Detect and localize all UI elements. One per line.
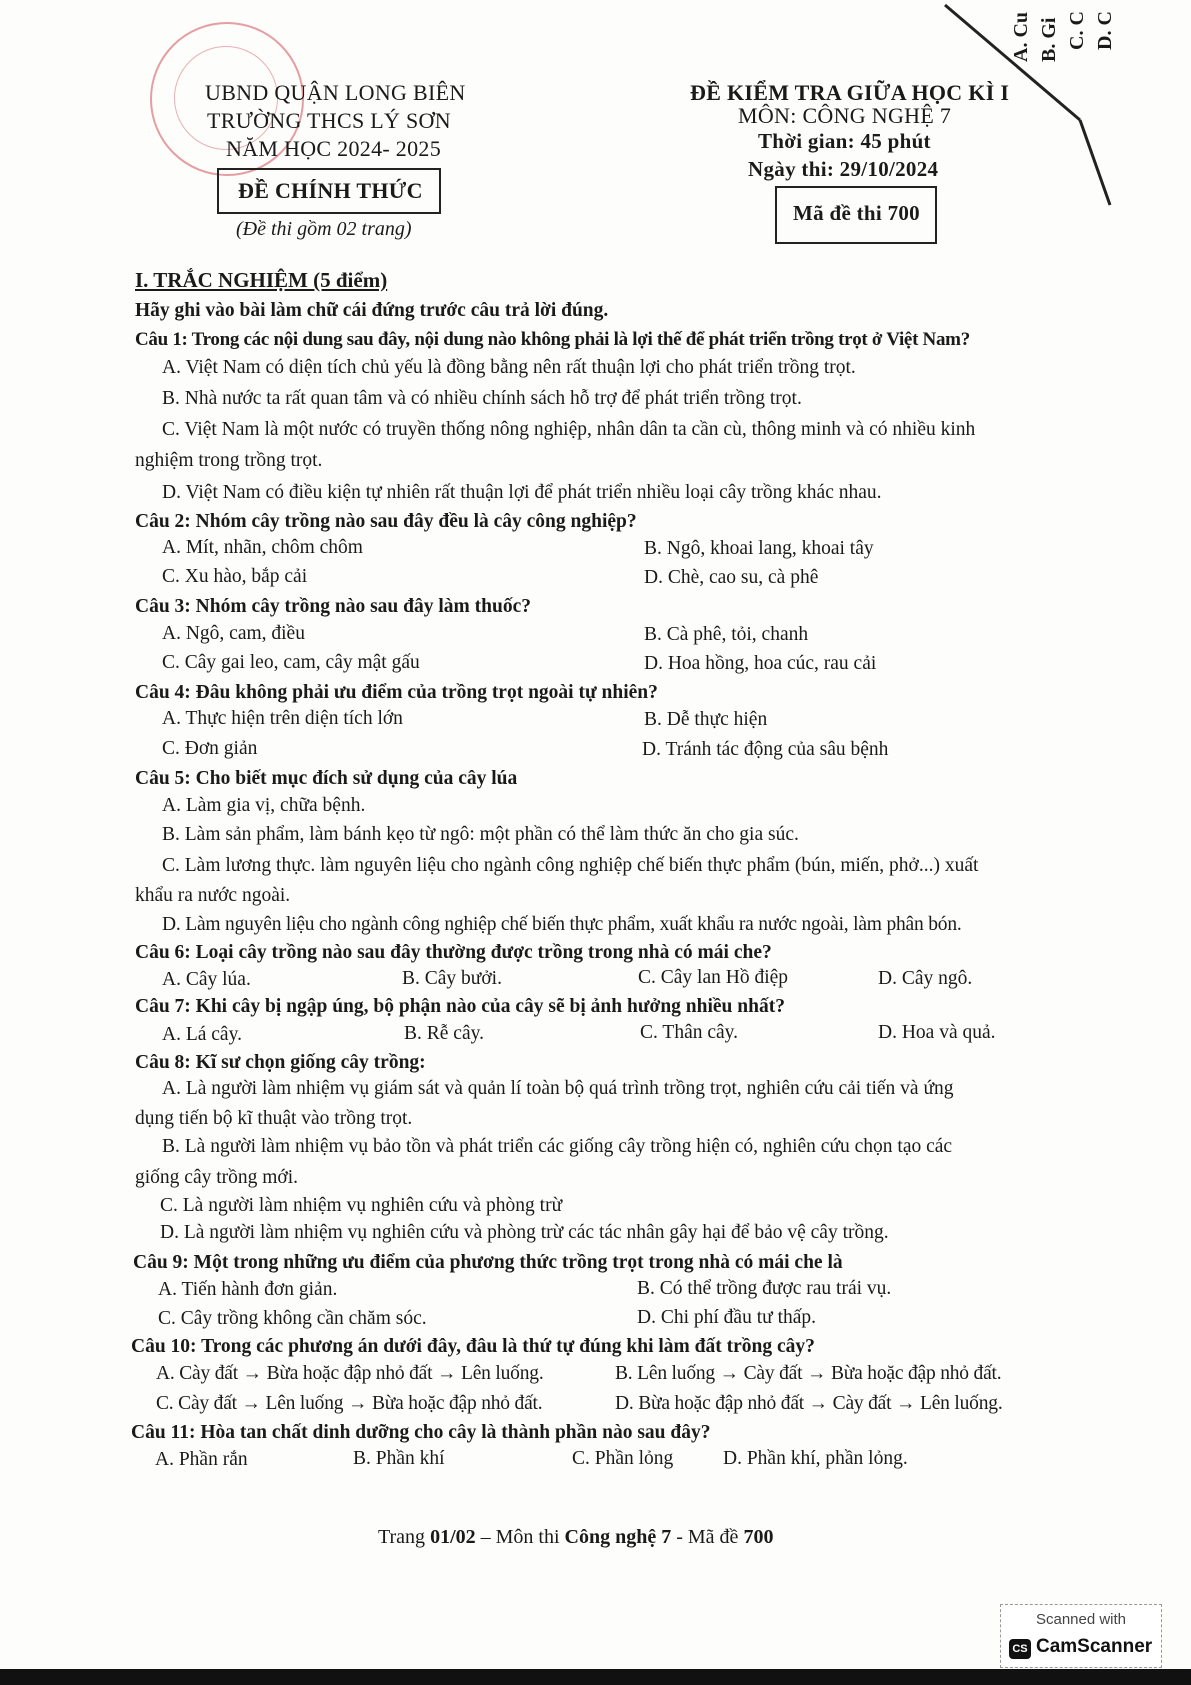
q10-option-a: A. Cày đất → Bừa hoặc đập nhỏ đất → Lên luống.: [156, 1363, 544, 1384]
footer-page-number: 01/02: [430, 1526, 476, 1548]
q2-option-c: C. Xu hào, bắp cải: [162, 566, 308, 587]
q3-option-c: C. Cây gai leo, cam, cây mật gấu: [162, 652, 420, 673]
q3-title: Câu 3: Nhóm cây trồng nào sau đây làm thuốc?: [135, 596, 531, 617]
q2-option-b: B. Ngô, khoai lang, khoai tây: [644, 538, 874, 559]
q3-option-d: D. Hoa hồng, hoa cúc, rau cải: [644, 653, 877, 674]
q4-option-d: D. Tránh tác động của sâu bệnh: [642, 739, 889, 760]
q11-option-a: A. Phần rắn: [155, 1449, 248, 1470]
q1-title: Câu 1: Trong các nội dung sau đây, nội dung nào không phải là lợi thế để phát triển trồng trọt ở Việt Nam?: [135, 329, 970, 350]
q2-option-a: A. Mít, nhãn, chôm chôm: [162, 537, 363, 558]
footer-code: 700: [743, 1526, 774, 1548]
footer-mid: – Môn thi: [475, 1526, 565, 1548]
q11-option-d: D. Phần khí, phần lỏng.: [723, 1448, 908, 1469]
q10-title: Câu 10: Trong các phương án dưới đây, đâu là thứ tự đúng khi làm đất trồng cây?: [131, 1336, 815, 1357]
q11-option-c: C. Phần lỏng: [572, 1448, 674, 1469]
q11-option-b: B. Phần khí: [353, 1448, 445, 1469]
q7-option-b: B. Rễ cây.: [404, 1023, 484, 1044]
q5-option-b: B. Làm sản phẩm, làm bánh kẹo từ ngô: một phần có thể làm thức ăn cho gia súc.: [162, 824, 799, 845]
q1-option-b: B. Nhà nước ta rất quan tâm và có nhiều chính sách hỗ trợ để phát triển trồng trọt.: [162, 388, 802, 409]
q9-title: Câu 9: Một trong những ưu điểm của phương thức trồng trọt trong nhà có mái che là: [133, 1252, 843, 1273]
exam-date: Ngày thi: 29/10/2024: [748, 157, 939, 181]
q8-option-b-cont: giống cây trồng mới.: [135, 1167, 299, 1188]
exam-duration: Thời gian: 45 phút: [758, 129, 931, 153]
q4-title: Câu 4: Đâu không phải ưu điểm của trồng trọt ngoài tự nhiên?: [135, 682, 658, 703]
q9-option-b: B. Có thể trồng được rau trái vụ.: [637, 1278, 892, 1299]
exam-subject: MÔN: CÔNG NGHỆ 7: [738, 103, 952, 128]
q4-option-b: B. Dễ thực hiện: [644, 709, 768, 730]
q9-option-a: A. Tiến hành đơn giản.: [158, 1279, 338, 1300]
q6-option-c: C. Cây lan Hồ điệp: [638, 967, 789, 988]
corner-letter-c: C. C: [1066, 11, 1088, 50]
q5-option-a: A. Làm gia vị, chữa bệnh.: [162, 795, 366, 816]
q8-title: Câu 8: Kĩ sư chọn giống cây trồng:: [135, 1052, 426, 1073]
q3-option-a: A. Ngô, cam, điều: [162, 623, 305, 644]
q7-option-d: D. Hoa và quả.: [878, 1022, 996, 1043]
page-footer: [378, 1526, 773, 1549]
official-label: ĐỀ CHÍNH THỨC: [238, 178, 423, 203]
exam-code-label: Mã đề thi 700: [793, 201, 920, 225]
camscanner-badge: [1000, 1604, 1162, 1668]
corner-letter-a: A. Cu: [1010, 11, 1032, 62]
q5-title: Câu 5: Cho biết mục đích sử dụng của cây lúa: [135, 768, 518, 789]
q9-option-d: D. Chi phí đầu tư thấp.: [637, 1307, 817, 1328]
q1-option-c-cont: nghiệm trong trồng trọt.: [135, 450, 323, 471]
q1-option-d: D. Việt Nam có điều kiện tự nhiên rất thuận lợi để phát triển nhiều loại cây trồng khác nhau.: [162, 482, 882, 503]
q7-option-c: C. Thân cây.: [640, 1022, 739, 1043]
authority-name: UBND QUẬN LONG BIÊN: [205, 80, 466, 105]
q6-title: Câu 6: Loại cây trồng nào sau đây thường được trồng trong nhà có mái che?: [135, 942, 772, 963]
q10-option-c: C. Cày đất → Lên luống → Bừa hoặc đập nhỏ đất.: [156, 1393, 543, 1414]
corner-letter-b: B. Gi: [1038, 17, 1060, 62]
section-title: I. TRẮC NGHIỆM (5 điểm): [135, 268, 388, 292]
official-box: [217, 168, 441, 214]
scan-edge-strip: [0, 1669, 1191, 1685]
camscanner-top-text: Scanned with: [1035, 1611, 1127, 1628]
footer-code-prefix: - Mã đề: [671, 1526, 744, 1548]
q3-option-b: B. Cà phê, tỏi, chanh: [644, 624, 809, 645]
q5-option-c: C. Làm lương thực. làm nguyên liệu cho ngành công nghiệp chế biến thực phẩm (bún, miến, phở...) xuất: [162, 855, 979, 876]
q7-title: Câu 7: Khi cây bị ngập úng, bộ phận nào của cây sẽ bị ảnh hưởng nhiều nhất?: [135, 996, 785, 1017]
footer-page-prefix: Trang: [378, 1526, 431, 1548]
q8-option-a-cont: dụng tiến bộ kĩ thuật vào trồng trọt.: [135, 1108, 413, 1129]
pages-note: (Đề thi gồm 02 trang): [236, 218, 412, 240]
q6-option-b: B. Cây bưởi.: [402, 968, 502, 989]
q2-title: Câu 2: Nhóm cây trồng nào sau đây đều là cây công nghiệp?: [135, 511, 637, 532]
q6-option-a: A. Cây lúa.: [162, 969, 251, 990]
q1-option-c: C. Việt Nam là một nước có truyền thống nông nghiệp, nhân dân ta cần cù, thông minh và có nhiều kinh: [162, 419, 976, 440]
q1-option-a: A. Việt Nam có diện tích chủ yếu là đồng bằng nên rất thuận lợi cho phát triển trồng trọt.: [162, 357, 856, 378]
footer-subject: Công nghệ 7: [564, 1526, 672, 1548]
q4-option-c: C. Đơn giản: [162, 738, 258, 759]
school-name: TRƯỜNG THCS LÝ SƠN: [207, 108, 451, 133]
q10-option-d: D. Bừa hoặc đập nhỏ đất → Cày đất → Lên luống.: [615, 1393, 1003, 1414]
section-instruction: Hãy ghi vào bài làm chữ cái đứng trước câu trả lời đúng.: [135, 300, 609, 321]
camscanner-logo-icon: CS: [1009, 1639, 1031, 1659]
q5-option-d: D. Làm nguyên liệu cho ngành công nghiệp chế biến thực phẩm, xuất khẩu ra nước ngoài, làm phân bón.: [162, 914, 962, 935]
q4-option-a: A. Thực hiện trên diện tích lớn: [162, 708, 403, 729]
q9-option-c: C. Cây trồng không cần chăm sóc.: [158, 1308, 427, 1329]
q11-title: Câu 11: Hòa tan chất dinh dưỡng cho cây là thành phần nào sau đây?: [131, 1422, 711, 1443]
corner-letter-d: D. C: [1094, 11, 1116, 50]
q6-option-d: D. Cây ngô.: [878, 968, 973, 989]
exam-title: ĐỀ KIỂM TRA GIỮA HỌC KÌ I: [690, 80, 1010, 105]
q7-option-a: A. Lá cây.: [162, 1024, 242, 1045]
q10-option-b: B. Lên luống → Cày đất → Bừa hoặc đập nhỏ đất.: [615, 1363, 1002, 1384]
q5-option-c-cont: khẩu ra nước ngoài.: [135, 885, 291, 906]
camscanner-name: CamScanner: [1036, 1636, 1153, 1657]
school-year: NĂM HỌC 2024- 2025: [226, 136, 442, 161]
q2-option-d: D. Chè, cao su, cà phê: [644, 567, 819, 588]
q8-option-c: C. Là người làm nhiệm vụ nghiên cứu và phòng trừ: [160, 1195, 563, 1216]
q8-option-b: B. Là người làm nhiệm vụ bảo tồn và phát triển các giống cây trồng hiện có, nghiên cứu chọn tạo các: [162, 1136, 953, 1157]
q8-option-a: A. Là người làm nhiệm vụ giám sát và quản lí toàn bộ quá trình trồng trọt, nghiên cứu cải tiến và ứng: [162, 1078, 954, 1099]
exam-code-box: [775, 186, 937, 244]
q8-option-d: D. Là người làm nhiệm vụ nghiên cứu và phòng trừ các tác nhân gây hại để bảo vệ cây trồng.: [160, 1222, 889, 1243]
